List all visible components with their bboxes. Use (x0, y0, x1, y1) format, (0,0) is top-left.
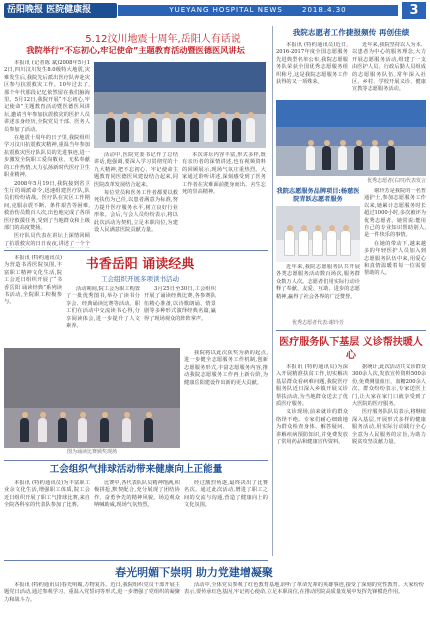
paragraph: 医疗队员代表在讲坛上深情回顾了抗震救灾的日日夜夜,讲述了一个个 (4, 233, 90, 247)
paragraph: 活动中,全体党员参观了红色教育基地,聆听了革命先辈的英雄事迹,接受了深刻的党性教育。大家纷纷表示,要传承红色基因,牢记初心使命,立足本职岗位,在推动医院高质量发展中发挥先锋模范作用。 (184, 582, 424, 596)
paragraph: 本报讯 (特约通讯员)为深入开展精准扶贫工作,切实解决基层群众看病难问题,我院医疗服务队近日深入乡镇开展义诊帮扶活动,为当地群众送去了优质医疗服务。 (276, 364, 348, 408)
volunteer-photo-caption: 优秀志愿者(右四)代表发言 (367, 178, 426, 184)
paragraph: 本报讯 (特约通讯员)春光明媚,万物复苏。近日,我院组织党员干部开展主题党日活动,通过参观学习、重温入党誓词等形式,进一步增强了党组织的凝聚力和战斗力。 (4, 582, 180, 603)
paragraph: 据统计,此次活动共义诊群众300余人次,发放宣传资料500余份,免费测量血压、血糖200余人次。群众纷纷表示,专家送医上门,让大家在家门口就享受到了大医院的医疗服务。 (352, 364, 426, 408)
paragraph: 本报讯 (特约通讯员)为丰富职工业余文化生活,增强职工体质,院工会近日组织开展了职工气排球比赛,来自全院各科室的代表队参加了比赛。 (4, 480, 90, 509)
spring-body-col2 (184, 582, 424, 614)
paragraph: 近年来,我院志愿服务队共开展各类志愿服务活动数百场次,服务群众数万人次。志愿者们用实际行动诠释了奉献、友爱、互助、进步的志愿精神,赢得了社会各界的广泛赞誉。 (276, 264, 360, 300)
volunteer-body-col1 (276, 42, 348, 98)
culture-title: 书香岳阳 诵读经典 (85, 257, 195, 272)
paragraph: 医疗服务队队员表示,将继续深入基层,开展形式多样的健康服务活动,用实际行动践行全心全意为人民服务的宗旨,为助力脱贫攻坚贡献力量。 (352, 409, 426, 446)
paragraph: 每位党员和医务工作者都要以救死扶伤为己任,以患者满意为标准,努力提升医疗服务水平,树立良好行业形象。会后,与会人员纷纷表示,将以此次活动为契机,立足本职岗位,为建设人民满意医院贡献力量。 (94, 190, 178, 234)
culture-body-col2 (66, 286, 140, 350)
masthead-bar (118, 5, 398, 16)
divider (4, 250, 268, 251)
paragraph: 本次讲坛内容丰富,形式多样,既有亲历者的深情讲述,也有视频资料的回顾展示,现场气氛庄重热烈。大家通过聆听讲述,深刻感受到了医务工作者在灾难面前挺身而出、舍生忘死的崇高精神。 (182, 152, 266, 196)
paragraph: 谢玲芳是我院的一名普通护士,参加志愿服务工作以来,她累计志愿服务时长超过1000小时,多次被评为优秀志愿者。她常说:能用自己的专业知识帮助别人,是一件快乐的事情。 (364, 188, 426, 239)
union-body-col3 (184, 480, 268, 556)
paragraph: 我院将以此次获奖为新的起点,进一步健全志愿服务工作机制,创新志愿服务形式,丰富志愿服务内容,推动我院志愿服务工作再上新台阶,为健康岳阳建设作出新的更大贡献。 (184, 350, 268, 386)
volunteer-body-col4 (364, 188, 426, 318)
masthead-logo: 岳阳晚报 医院健康报 (4, 3, 117, 18)
column-separator (272, 26, 273, 556)
paragraph: 本报讯 (特约通讯员)近日,2016-2017年度全国志愿服务先进典型名单公布,我院志愿服务队荣获全国优秀志愿服务组织称号,这是我院志愿服务工作获得的又一项殊荣。 (276, 42, 348, 86)
union-title: 工会组织气排球活动带来健康向上正能量 (49, 464, 223, 475)
paragraph: 2008年5月19日,我院接到省卫生厅的调派命令,迅速组建医疗队,队员们纷纷请战。医疗队在灾区工作期间,克服余震不断、条件艰苦等困难,救治伤员数百人次,出色地完成了各项医疗救援任务,受到了当地群众和上级部门的高度赞扬。 (4, 180, 90, 231)
volunteer-photo-2 (276, 206, 360, 262)
lead-body-col4 (184, 350, 268, 450)
paragraph: 活动中,医院党委书记作了总结讲话,他强调,要深入学习贯彻党的十九大精神,把不忘初心、牢记使命主题教育同医德医风建设结合起来,同医院改革发展结合起来。 (94, 152, 178, 188)
medical-body-col2 (352, 364, 426, 558)
volunteer-body-col3 (276, 264, 360, 318)
culture-photo-caption: 图为诵读比赛颁奖现场 (66, 449, 117, 455)
volunteer-subtitle: 我院志愿服务品牌项目:杨慈医院青跃志愿者服务 (276, 188, 360, 203)
divider (4, 460, 268, 461)
volunteer-photo (276, 100, 426, 176)
paragraph: 3月25日至30日,工会组织开展了诵读经典比赛,各参赛队伍精心准备,以诗歌朗诵、情景剧等多种形式演绎经典名篇,赢得了现场观众的阵阵掌声。 (144, 286, 216, 322)
spring-title: 春光明媚下崇明 助力党建增凝聚 (115, 566, 273, 579)
paragraph: 本报讯 (记者陈 斌)2008年5月12日,四川汶川发生8.0级特大地震,灾难发生后,我院先后派出医疗队奔赴灾区参与抗震救灾工作。10年过去了,那个年代那段记忆依然留在我们脑海里。5月12日,我院开展“不忘初心,牢记使命”主题教育活动暨医德医风讲坛,邀请当年参加抗震救灾的医护人员讲述亲身经历,全院党员干部、医务人员参加了活动。 (4, 60, 90, 133)
union-body-col1 (4, 480, 90, 556)
culture-body-col1 (4, 255, 62, 313)
medical-body-col1 (276, 364, 348, 558)
lead-photo (94, 62, 266, 148)
paragraph: 活动期间,院工会为职工购置了一批优秀图书,举办了读书分享会、经典诵读比赛等活动。职工们在活动中交流读书心得,分享阅读体会,进一步提升了人文素养。 (66, 286, 140, 330)
lead-kicker: 5.12汶川地震十周年,岳阳人有话说 (85, 34, 241, 45)
volunteer-title: 我院志愿者工作捷报频传 再创佳绩 (292, 28, 410, 37)
paragraph: 本报讯 (特约通讯员)为营造书香医院氛围,丰富职工精神文化生活,院工会近日组织开展了“书香岳阳 诵读经典”系列读书活动,全院职工积极参与。 (4, 255, 62, 306)
union-body-col2 (94, 480, 180, 556)
lead-body-col1 (4, 60, 90, 248)
masthead-date: 2018.4.30 (302, 6, 347, 14)
masthead-title: YUEYANG HOSPITAL NEWS (169, 6, 283, 14)
paragraph: 在地震十周年的日子里,我院组织学习汶川抗震救灾精神,重温当年参加抗震救灾医疗队队员的先进事迹,进一步激发全院职工爱岗敬业、无私奉献的工作热情,大力弘扬新时代医疗卫生职业精神。 (4, 135, 90, 179)
volunteer-photo2-caption: 优秀志愿者代表:谢玲芳 (292, 320, 344, 326)
paragraph: 近年来,我院坚持以人为本、以患者为中心的服务理念,大力开展志愿服务活动,组建了一支由医护人员、行政后勤人员组成的志愿服务队伍,常年深入社区、乡村、学校开展义诊、健康宣教等志愿服务活动。 (352, 42, 426, 93)
culture-photo (4, 348, 180, 448)
divider (4, 560, 268, 561)
divider (276, 330, 426, 331)
medical-title: 医疗服务队下基层 义诊帮扶暖人心 (279, 337, 423, 361)
paragraph: 义诊现场,前来就诊的群众络绎不绝。专家们耐心细致地为群众检查身体、解答疑问、讲解疾病预防知识,并免费发放了常用药品和健康宣传资料。 (276, 409, 348, 446)
paragraph: 比赛中,各代表队队员精神饱满,积极拼抢,默契配合,充分展现了团结协作、奋勇争先的精神风貌。场边观众呐喊助威,现场气氛热烈。 (94, 480, 180, 509)
culture-body-col3 (144, 286, 216, 350)
spring-body-col1 (4, 582, 180, 614)
culture-subtitle: 工会组织开展多项读书活动 (101, 275, 179, 283)
volunteer-body-col2 (352, 42, 426, 98)
lead-title: 我院举行“不忘初心,牢记使命”主题教育活动暨医德医风讲坛 (26, 45, 245, 55)
masthead (0, 0, 430, 22)
page-number: 3 (402, 2, 426, 19)
lead-body-col3 (182, 152, 266, 248)
paragraph: 经过激烈角逐,最终决出了比赛名次。通过此次活动,增进了职工之间的交流与沟通,营造了健康向上的文化氛围。 (184, 480, 268, 509)
paragraph: 在她的带动下,越来越多的年轻医护人员加入到志愿服务队伍中来,用爱心和真情温暖着每一位需要帮助的人。 (364, 240, 426, 277)
lead-body-col2 (94, 152, 178, 248)
